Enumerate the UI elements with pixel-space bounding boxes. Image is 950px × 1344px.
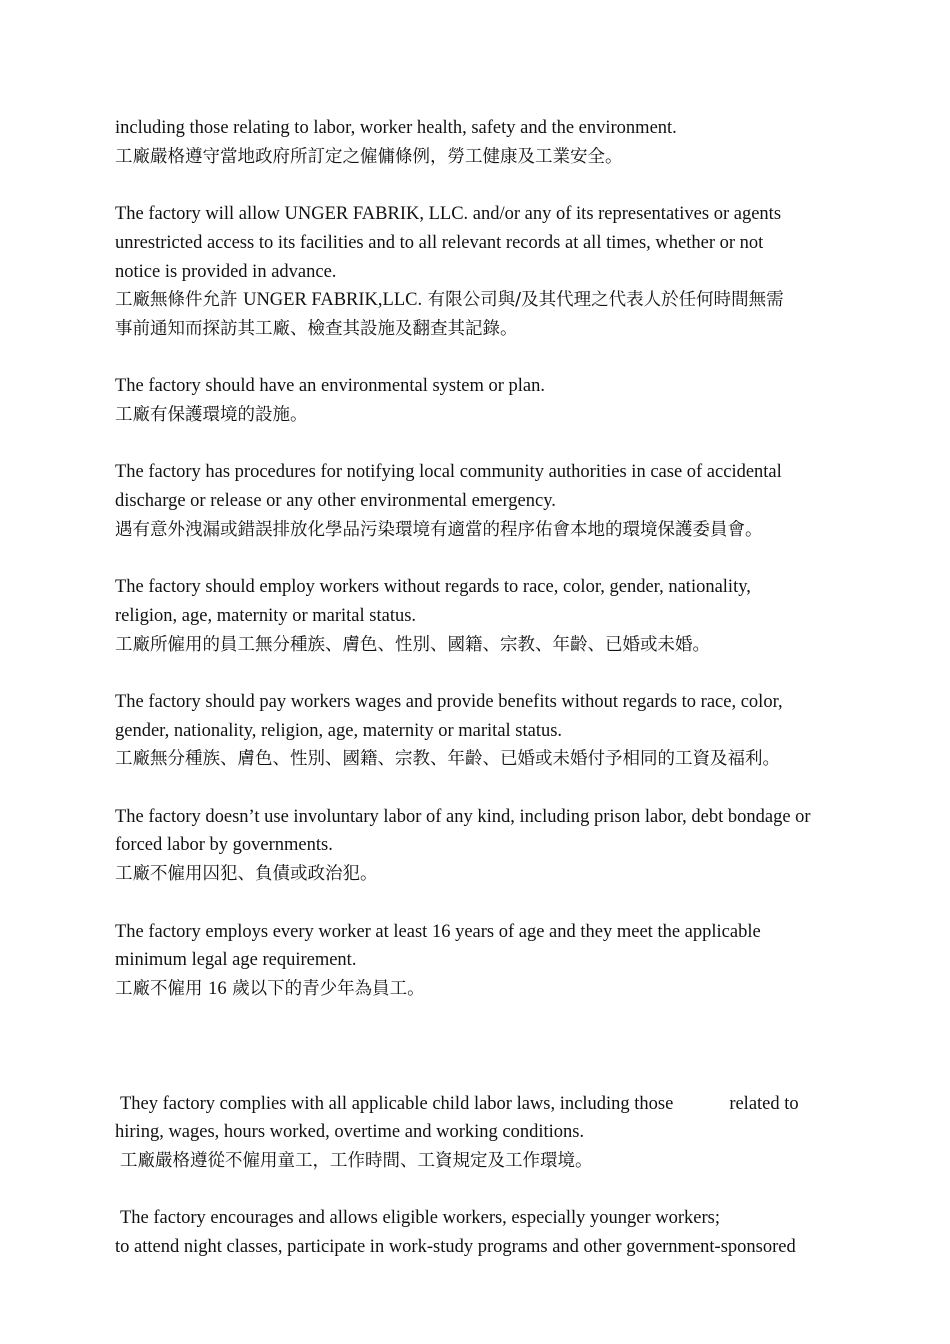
paragraph-spacer [115,430,840,459]
paragraph-9-english-line-1-end: related to [729,1093,799,1114]
paragraph-4-english-line-2: discharge or release or any other environmental emergency. [115,491,556,512]
paragraph-6-chinese: 工廠無分種族、膚色、性別、國籍、宗教、年齡、已婚或未婚付予相同的工資及福利。 [115,749,780,770]
paragraph-9-english-line-1-start: They factory complies with all applicable child labor laws, including those [120,1093,674,1114]
paragraph-4-chinese: 遇有意外洩漏或錯誤排放化學品污染環境有適當的程序佑會本地的環境保護委員會。 [115,519,763,540]
document-body [115,114,840,1262]
paragraph-9-english-line-1 [115,1090,840,1119]
minimum-age-number: 16 [208,978,227,999]
paragraph-8-chinese-start: 工廠不僱用 [115,978,203,999]
paragraph-spacer [115,545,840,574]
paragraph-10-english-line-2: to attend night classes, participate in work-study programs and other government-sponsored [115,1237,796,1258]
paragraph-2-english-line-3: notice is provided in advance. [115,261,337,282]
paragraph-10-english-line-1-text: The factory encourages and allows eligible workers, especially younger workers; [120,1208,721,1229]
paragraph-5-english-line-2: religion, age, maternity or marital status. [115,605,417,626]
paragraph-2-chinese-line-1-start: 工廠無條件允許 [115,290,238,311]
paragraph-7-chinese: 工廠不僱用囚犯、負債或政治犯。 [115,864,378,885]
paragraph-5-chinese: 工廠所僱用的員工無分種族、膚色、性別、國籍、宗教、年齡、已婚或未婚。 [115,634,710,655]
paragraph-4-english-line-1: The factory has procedures for notifying local community authorities in case of accidental [115,462,782,483]
paragraph-spacer [115,889,840,918]
paragraph-8-english-line-1: The factory employs every worker at least 16 years of age and they meet the applicable [115,921,761,942]
section-spacer [115,1004,840,1090]
paragraph-2-chinese-line-2: 事前通知而探訪其工廠、檢查其設施及翻查其記錄。 [115,318,518,339]
paragraph-3-chinese: 工廠有保護環境的設施。 [115,405,308,425]
paragraph-7-english-line-1: The factory doesn’t use involuntary labor of any kind, including prison labor, debt bondage or [115,806,811,827]
paragraph-8-english-line-2: minimum legal age requirement. [115,950,357,971]
paragraph-spacer [115,774,840,803]
paragraph-6-english-line-2: gender, nationality, religion, age, maternity or marital status. [115,720,563,741]
paragraph-1-chinese: 工廠嚴格遵守當地政府所訂定之僱傭條例，勞工健康及工業安全。 [115,146,623,167]
paragraph-6-english-line-1: The factory should pay workers wages and provide benefits without regards to race, color, [115,691,783,712]
paragraph-9-english-line-2: hiring, wages, hours worked, overtime and working conditions. [115,1122,585,1143]
paragraph-2-english-line-1: The factory will allow UNGER FABRIK, LLC. and/or any of its representatives or agents [115,204,782,225]
paragraph-2-chinese-line-1 [115,286,840,315]
paragraph-8-chinese [115,975,840,1004]
paragraph-spacer [115,344,840,373]
paragraph-2-chinese-line-1-end: 有限公司與/及其代理之代表人於任何時間無需 [427,290,784,311]
paragraph-1-english: including those relating to labor, worker health, safety and the environment. [115,118,677,138]
paragraph-2-english-line-2: unrestricted access to its facilities and to all relevant records at all times, whether or not [115,232,764,253]
company-name: UNGER FABRIK,LLC. [243,290,423,311]
paragraph-7-english-line-2: forced labor by governments. [115,835,333,856]
paragraph-3-english: The factory should have an environmental system or plan. [115,376,545,397]
paragraph-9-chinese-text: 工廠嚴格遵從不僱用童工，工作時間、工資規定及工作環境。 [120,1151,593,1172]
paragraph-spacer [115,1176,840,1205]
paragraph-9-chinese [115,1147,840,1176]
paragraph-10-english-line-1 [115,1204,840,1233]
paragraph-spacer [115,171,840,200]
paragraph-5-english-line-1: The factory should employ workers without regards to race, color, gender, nationality, [115,577,751,598]
paragraph-8-chinese-end: 歲以下的青少年為員工。 [232,978,425,999]
paragraph-spacer [115,659,840,688]
